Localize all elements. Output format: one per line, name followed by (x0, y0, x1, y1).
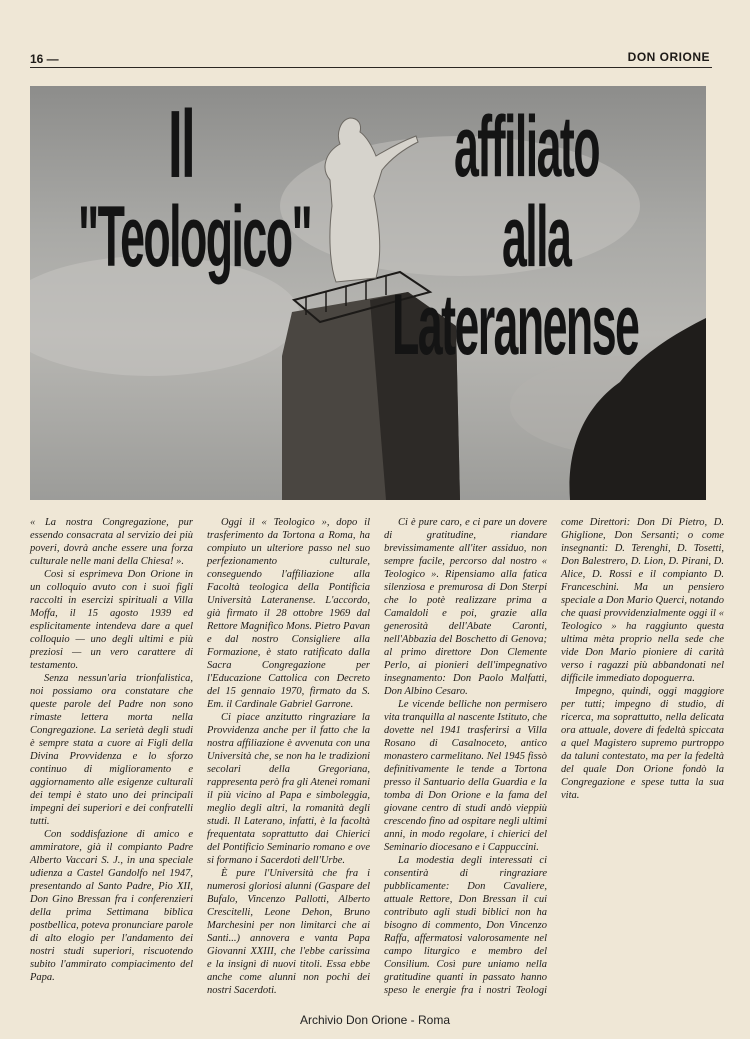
article-paragraph: Le vicende belliche non permisero vita tranquilla al nascente Istituto, che dovette nel 1941 trasferirsi a Villa Rosano di Casalnoceto, antico monastero carmelitano. Nel 1945 fissò definitivamente le tende a Tortona presso il Santuario della Guardia e la tomba di Don Orione e la fama del giovane centro di studi andò vieppiù crescendo fino ad ospitare negli ultimi anni, in modo regolare, i chierici del Seminario diocesano e i Cappuccini. (384, 699, 547, 853)
article-paragraph: Ci è pure caro, e ci pare un dovere di gratitudine, riandare brevissimamente all'iter assiduo, non sempre facile, percorso dal nostro « Teologico ». Ripensiamo alla fatica silenziosa e premurosa di Don Sterpi che lo potè realizzare prima a Camaldoli e poi, grazie alla generosità dell'Abate Caronti, nell'Abbazia del Boschetto di Genova; al primo direttore Don Clemente Perlo, ai pionieri dell'impegnativo insegnamento: Don Paolo Malfatti, Don Albino Cesaro. (384, 517, 547, 697)
magazine-name: DON ORIONE (627, 50, 710, 64)
article-body (30, 516, 724, 1008)
article-paragraph: La modestia degli interessati ci consentirà di ringraziare pubblicamente: Don Cavaliere, attuale Rettore, Don Bressan il cui contributo agli studi biblici non ha bisogno di commento, Don Vincenzo Raffa, affermatosi valorosamente nel campo liturgico e membro del Consilium. Così pure uniamo nella gratitudine quanti in passato hanno speso le energie fra i nostri Teologi come Direttori: Don Di Pietro, D. Ghiglione, Don Sersanti; o come insegnanti: D. Terenghi, D. Tosetti, Don Balestrero, D. Lion, D. Pirani, D. Alice, D. Rossi e il compianto D. Franceschini. Ma un pensiero speciale a Don Mario Querci, notando che quasi provvidenzialmente oggi il « Teologico » ha raggiunto questa ultima mèta proprio nella sede che vide Don Mario pioniere di carità verso i ragazzi più abbandonati nel difficile immediato dopoguerra. (384, 517, 724, 996)
page-number: 16 — (30, 52, 59, 66)
header-rule (30, 67, 712, 68)
headline-il: Il (168, 91, 195, 198)
article-paragraph: Impegno, quindi, oggi maggiore per tutti; impegno di studio, di ricerca, ma soprattutto, nella delicata ora attuale, dovere di fedeltà spiccata a quel Magistero supremo purtroppo da taluni contestato, ma per la fedeltà del quale Don Orione fondò la Congregazione e spese tutta la sua vita. (561, 686, 724, 801)
article-paragraph: Ci piace anzitutto ringraziare la Provvidenza anche per il fatto che la nostra affiliazione è avvenuta con una Università che, se non ha le tradizioni secolari della Gregoriana, rappresenta però fra gli Atenei romani il più vicino al Papa e simboleggia, meglio degli altri, la romanità degli studi. Il Laterano, infatti, è la facoltà frequentata soprattutto dai Chierici del Pontificio Seminario romano e ove si formano i Sacerdoti dell'Urbe. (207, 712, 370, 866)
headline-affiliato: affiliato (454, 99, 599, 195)
article-paragraph: « La nostra Congregazione, pur essendo consacrata al servizio dei più poveri, dovrà anche essere una forza culturale nelle mani della Chiesa! ». (30, 517, 193, 567)
archive-caption: Archivio Don Orione - Roma (299, 1013, 451, 1027)
article-paragraph: Con soddisfazione di amico e ammiratore, già il compianto Padre Alberto Vaccari S. J., in una speciale udienza a Castel Gandolfo nel 1947, presentando al Santo Padre, Pio XII, Don Gino Bressan fra i conferenzieri della prima Settimana biblica postbellica, poteva pronunciare parole di alto elogio per l'andamento dei nostri studi superiori, riscuotendo subito l'ammirato compiacimento del Papa. (30, 829, 193, 983)
headline-teologico: "Teologico" (78, 189, 312, 285)
headline-lateranense: Lateranense (392, 277, 639, 373)
article-paragraph: È pure l'Università che fra i numerosi gloriosi alunni (Gaspare del Bufalo, Vincenzo Pallotti, Alberto Crescitelli, Leone Dehon, Bruno Marchesini per non limitarci che ai Santi...) annovera e vanta Papa Giovanni XXIII, che l'ebbe carissima e la insignì di nuovi titoli. Essa ebbe anche come alunni non pochi dei nostri Sacerdoti. (207, 868, 370, 996)
headline-alla: alla (502, 189, 571, 285)
article-paragraph: Senza nessun'aria trionfalistica, noi possiamo ora constatare che queste parole del Padre non sono rimaste lettera morta nella Congregazione. La serietà degli studi è sempre stata a cuore ai Figli della Divina Provvidenza e lo sforzo continuo di miglioramento e aggiornamento alle esigenze culturali dei tempi è stato uno dei principali impegni dei superiori e dei confratelli tutti. (30, 673, 193, 827)
article-paragraph: Oggi il « Teologico », dopo il trasferimento da Tortona a Roma, ha compiuto un ulteriore passo nel suo perfezionamento culturale, conseguendo l'affiliazione alla Facoltà teologica della Pontificia Università Lateranense. L'accordo, già firmato il 28 ottobre 1969 dal Rettore Magnifico Mons. Pietro Pavan e dal nostro Consigliere alla Formazione, è stato ratificato dalla Sacra Congregazione per l'Educazione Cattolica con Decreto del 15 gennaio 1970, firmato da S. Em. il Cardinale Gabriel Garrone. (207, 517, 370, 710)
header-photo (30, 86, 706, 500)
article-paragraph: Così si esprimeva Don Orione in un colloquio avuto con i suoi figli raccolti in esercizi spirituali a Villa Moffa, il 15 agosto 1939 ed esplicitamente intendeva dare a quel colloquio — uno degli ultimi e più preziosi — un vero carattere di testamento. (30, 569, 193, 671)
